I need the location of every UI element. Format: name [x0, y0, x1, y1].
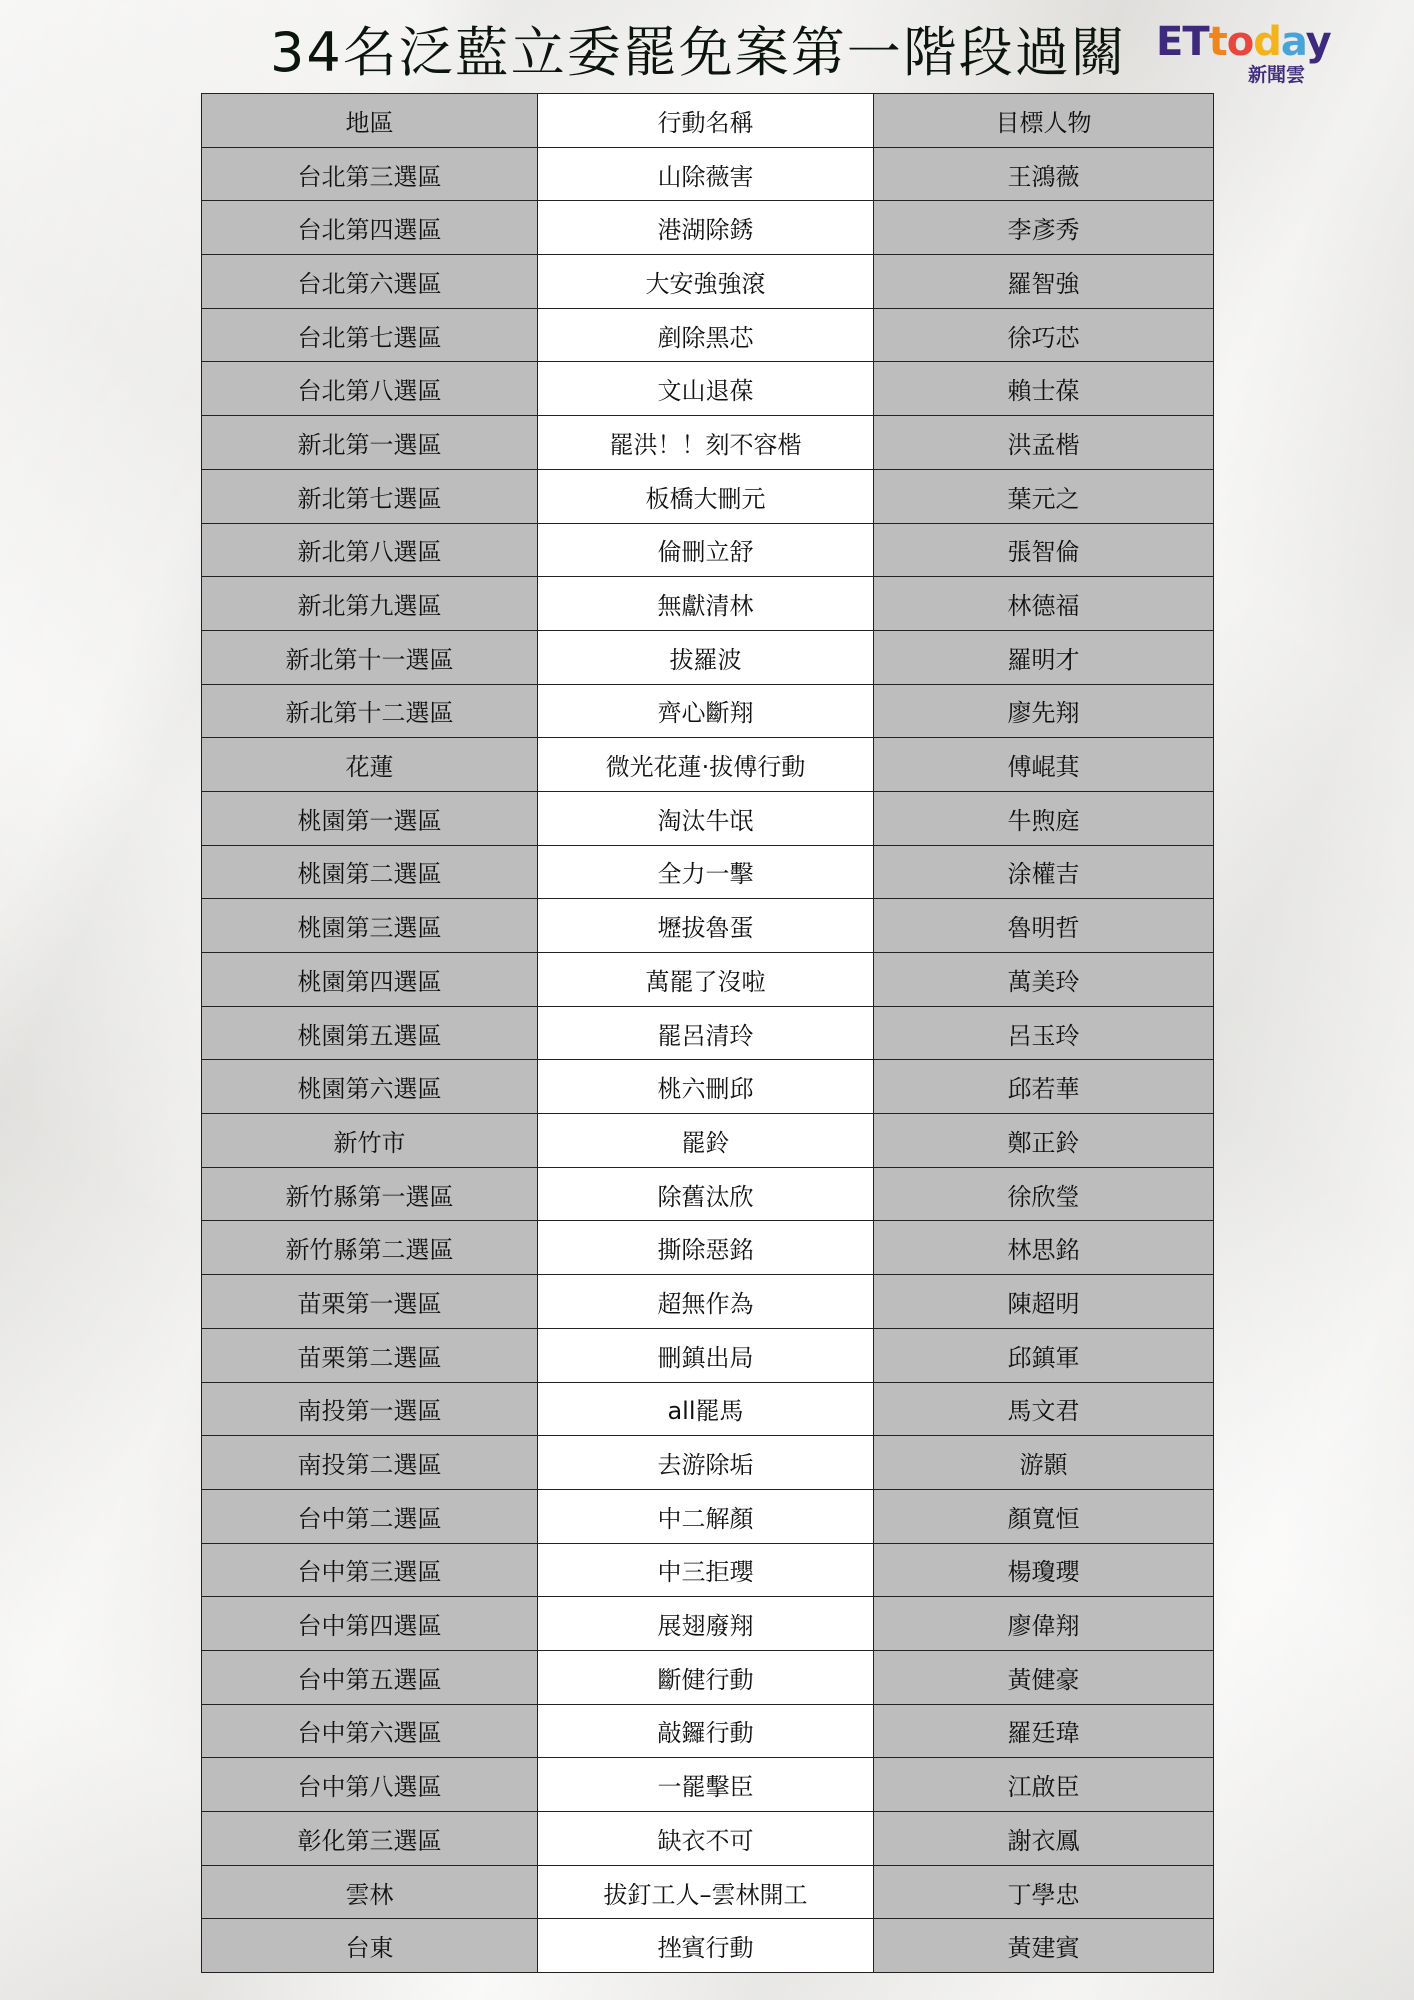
cell-region: 台北第六選區 — [202, 255, 538, 309]
cell-action-name: 倫刪立舒 — [538, 523, 874, 577]
cell-region: 南投第一選區 — [202, 1382, 538, 1436]
cell-target-person: 萬美玲 — [874, 953, 1214, 1007]
table-row — [202, 953, 1214, 1007]
table-row — [202, 1167, 1214, 1221]
cell-target-person: 林思銘 — [874, 1221, 1214, 1275]
cell-region: 新竹市 — [202, 1114, 538, 1168]
cell-target-person: 廖偉翔 — [874, 1597, 1214, 1651]
cell-region: 新北第十一選區 — [202, 630, 538, 684]
cell-region: 新竹縣第一選區 — [202, 1167, 538, 1221]
cell-target-person: 羅廷瑋 — [874, 1704, 1214, 1758]
cell-target-person: 牛煦庭 — [874, 791, 1214, 845]
header-region: 地區 — [202, 94, 538, 148]
cell-target-person: 林德福 — [874, 577, 1214, 631]
cell-target-person: 徐欣瑩 — [874, 1167, 1214, 1221]
cell-action-name: 缺衣不可 — [538, 1812, 874, 1866]
table-row — [202, 1650, 1214, 1704]
cell-target-person: 邱鎮軍 — [874, 1328, 1214, 1382]
table-row — [202, 469, 1214, 523]
cell-region: 新北第七選區 — [202, 469, 538, 523]
cell-region: 台東 — [202, 1919, 538, 1973]
cell-action-name: 展翅廢翔 — [538, 1597, 874, 1651]
cell-region: 台北第四選區 — [202, 201, 538, 255]
table-row — [202, 1436, 1214, 1490]
cell-action-name: 無獻清林 — [538, 577, 874, 631]
cell-action-name: 斷健行動 — [538, 1650, 874, 1704]
ettoday-logo — [1156, 20, 1342, 90]
table-row — [202, 1275, 1214, 1329]
cell-region: 台中第三選區 — [202, 1543, 538, 1597]
cell-region: 新北第一選區 — [202, 416, 538, 470]
cell-region: 花蓮 — [202, 738, 538, 792]
cell-target-person: 徐巧芯 — [874, 308, 1214, 362]
cell-action-name: 罷呂清玲 — [538, 1006, 874, 1060]
table-body — [202, 147, 1214, 1972]
logo-letter: o — [1226, 19, 1254, 65]
cell-action-name: 桃六刪邱 — [538, 1060, 874, 1114]
cell-target-person: 賴士葆 — [874, 362, 1214, 416]
table-row — [202, 577, 1214, 631]
logo-letter: t — [1208, 19, 1227, 65]
cell-target-person: 李彥秀 — [874, 201, 1214, 255]
logo-letter: d — [1253, 19, 1281, 65]
cell-target-person: 羅明才 — [874, 630, 1214, 684]
cell-target-person: 張智倫 — [874, 523, 1214, 577]
cell-target-person: 葉元之 — [874, 469, 1214, 523]
cell-action-name: 壢拔魯蛋 — [538, 899, 874, 953]
cell-region: 台中第六選區 — [202, 1704, 538, 1758]
recall-table — [201, 93, 1214, 1973]
logo-subtitle: 新聞雲 — [1248, 64, 1306, 86]
cell-action-name: 大安強強滾 — [538, 255, 874, 309]
cell-region: 台北第三選區 — [202, 147, 538, 201]
table-row — [202, 1060, 1214, 1114]
cell-action-name: 港湖除銹 — [538, 201, 874, 255]
table-row — [202, 255, 1214, 309]
table-row — [202, 1758, 1214, 1812]
cell-action-name: 全力一擊 — [538, 845, 874, 899]
recall-table-container — [201, 93, 1213, 1973]
cell-action-name: 敲鑼行動 — [538, 1704, 874, 1758]
cell-target-person: 羅智強 — [874, 255, 1214, 309]
cell-region: 台北第七選區 — [202, 308, 538, 362]
cell-action-name: 挫賓行動 — [538, 1919, 874, 1973]
table-row — [202, 1328, 1214, 1382]
logo-wordmark — [1156, 20, 1342, 64]
cell-target-person: 顏寬恒 — [874, 1489, 1214, 1543]
cell-target-person: 王鴻薇 — [874, 147, 1214, 201]
cell-region: 桃園第一選區 — [202, 791, 538, 845]
cell-target-person: 楊瓊瓔 — [874, 1543, 1214, 1597]
cell-target-person: 黃建賓 — [874, 1919, 1214, 1973]
cell-action-name: 板橋大刪元 — [538, 469, 874, 523]
cell-target-person: 洪孟楷 — [874, 416, 1214, 470]
cell-region: 台中第八選區 — [202, 1758, 538, 1812]
cell-region: 苗栗第一選區 — [202, 1275, 538, 1329]
cell-action-name: 罷鈴 — [538, 1114, 874, 1168]
cell-target-person: 丁學忠 — [874, 1865, 1214, 1919]
table-row — [202, 523, 1214, 577]
table-row — [202, 845, 1214, 899]
table-row — [202, 1597, 1214, 1651]
cell-action-name: 刪鎮出局 — [538, 1328, 874, 1382]
table-row — [202, 1221, 1214, 1275]
cell-region: 台中第四選區 — [202, 1597, 538, 1651]
cell-action-name: all罷馬 — [538, 1382, 874, 1436]
cell-action-name: 萬罷了沒啦 — [538, 953, 874, 1007]
cell-action-name: 一罷擊臣 — [538, 1758, 874, 1812]
logo-et: ET — [1156, 19, 1209, 65]
header-target-person: 目標人物 — [874, 94, 1214, 148]
table-row — [202, 1489, 1214, 1543]
cell-target-person: 黃健豪 — [874, 1650, 1214, 1704]
cell-action-name: 撕除惡銘 — [538, 1221, 874, 1275]
cell-region: 台中第二選區 — [202, 1489, 538, 1543]
cell-action-name: 淘汰牛氓 — [538, 791, 874, 845]
cell-target-person: 涂權吉 — [874, 845, 1214, 899]
table-row — [202, 1114, 1214, 1168]
table-row — [202, 308, 1214, 362]
cell-region: 桃園第五選區 — [202, 1006, 538, 1060]
table-row — [202, 630, 1214, 684]
header-action-name: 行動名稱 — [538, 94, 874, 148]
table-row — [202, 147, 1214, 201]
cell-region: 桃園第六選區 — [202, 1060, 538, 1114]
cell-target-person: 傅崐萁 — [874, 738, 1214, 792]
table-row — [202, 1865, 1214, 1919]
table-header-row — [202, 94, 1214, 148]
cell-action-name: 山除薇害 — [538, 147, 874, 201]
cell-region: 台北第八選區 — [202, 362, 538, 416]
cell-region: 新竹縣第二選區 — [202, 1221, 538, 1275]
table-row — [202, 1812, 1214, 1866]
cell-action-name: 去游除垢 — [538, 1436, 874, 1490]
cell-region: 桃園第二選區 — [202, 845, 538, 899]
logo-letter: a — [1280, 19, 1306, 65]
cell-action-name: 拔釘工人–雲林開工 — [538, 1865, 874, 1919]
cell-target-person: 馬文君 — [874, 1382, 1214, 1436]
table-row — [202, 1919, 1214, 1973]
cell-action-name: 罷洪！！刻不容楷 — [538, 416, 874, 470]
cell-action-name: 中二解顏 — [538, 1489, 874, 1543]
cell-action-name: 文山退葆 — [538, 362, 874, 416]
cell-region: 新北第八選區 — [202, 523, 538, 577]
cell-target-person: 魯明哲 — [874, 899, 1214, 953]
cell-region: 新北第十二選區 — [202, 684, 538, 738]
cell-region: 桃園第四選區 — [202, 953, 538, 1007]
cell-target-person: 鄭正鈴 — [874, 1114, 1214, 1168]
table-row — [202, 1006, 1214, 1060]
table-row — [202, 791, 1214, 845]
cell-region: 雲林 — [202, 1865, 538, 1919]
table-row — [202, 1704, 1214, 1758]
table-row — [202, 738, 1214, 792]
cell-region: 新北第九選區 — [202, 577, 538, 631]
table-row — [202, 1543, 1214, 1597]
cell-region: 南投第二選區 — [202, 1436, 538, 1490]
table-row — [202, 899, 1214, 953]
cell-action-name: 拔羅波 — [538, 630, 874, 684]
cell-action-name: 超無作為 — [538, 1275, 874, 1329]
logo-letter: y — [1305, 19, 1331, 65]
cell-action-name: 齊心斷翔 — [538, 684, 874, 738]
cell-target-person: 江啟臣 — [874, 1758, 1214, 1812]
cell-action-name: 中三拒瓔 — [538, 1543, 874, 1597]
cell-target-person: 謝衣鳳 — [874, 1812, 1214, 1866]
cell-region: 桃園第三選區 — [202, 899, 538, 953]
table-row — [202, 1382, 1214, 1436]
cell-action-name: 除舊汰欣 — [538, 1167, 874, 1221]
page-title: 34名泛藍立委罷免案第一階段過關 — [270, 21, 1127, 84]
cell-action-name: 剷除黑芯 — [538, 308, 874, 362]
cell-action-name: 微光花蓮·拔傅行動 — [538, 738, 874, 792]
table-row — [202, 362, 1214, 416]
cell-region: 苗栗第二選區 — [202, 1328, 538, 1382]
cell-target-person: 游顥 — [874, 1436, 1214, 1490]
cell-region: 台中第五選區 — [202, 1650, 538, 1704]
table-row — [202, 201, 1214, 255]
cell-region: 彰化第三選區 — [202, 1812, 538, 1866]
table-row — [202, 684, 1214, 738]
cell-target-person: 陳超明 — [874, 1275, 1214, 1329]
cell-target-person: 邱若華 — [874, 1060, 1214, 1114]
cell-target-person: 呂玉玲 — [874, 1006, 1214, 1060]
table-row — [202, 416, 1214, 470]
cell-target-person: 廖先翔 — [874, 684, 1214, 738]
